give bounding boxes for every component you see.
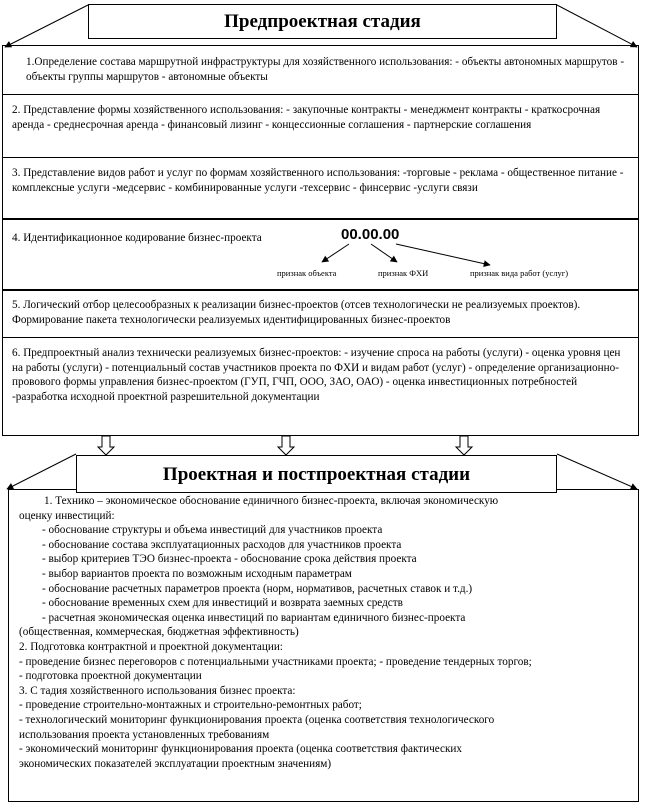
top-right-connector: [557, 5, 637, 47]
code-arrow-object: [322, 244, 349, 262]
down-arrow-right: [456, 436, 472, 455]
pre-step-2: [2, 100, 638, 135]
pre-step-4-text: 4. Идентификационное кодирование бизнес-проекта: [12, 232, 262, 244]
bottom-right-connector: [557, 454, 637, 489]
post-line: оценку инвестиций:: [19, 509, 115, 522]
down-arrow-left: [98, 436, 114, 455]
pre-stage-title: [88, 4, 557, 39]
post-line: 1. Технико – экономическое обоснование единичного бизнес-проекта, включая экономическую: [44, 495, 499, 507]
code-arrow-fhi: [371, 244, 397, 262]
post-line: - подготовка проектной документации: [19, 670, 202, 683]
divider-1: [2, 94, 638, 95]
pre-step-3-text: 3. Представление видов работ и услуг по формам хозяйственного использования: -торговые - реклама - общественное питание - комплексные услуги -медсервис - комбинированные услуги -техсервис - финсервис -услуги связи: [12, 167, 624, 194]
code-arrow-work: [396, 244, 490, 265]
pre-step-5: [2, 295, 638, 330]
code-label-object: признак объекта: [277, 268, 337, 278]
pre-step-5-text: 5. Логический отбор целесообразных к реализации бизнес-проектов (отсев технологически не реализуемых проектов). Формирование пакета технологически реализуемых идентифицированных бизнес-проектов: [12, 299, 581, 326]
bottom-left-connector: [7, 454, 76, 489]
post-stage-title-text: Проектная и постпроектная стадии: [162, 464, 471, 485]
pre-step-6: [2, 343, 638, 407]
post-line: - проведение бизнес переговоров с потенциальными участниками проекта; - проведение тендерных торгов;: [19, 655, 532, 668]
post-line: - обоснование структуры и объема инвестиций для участников проекта: [42, 524, 383, 537]
post-line: (общественная, коммерческая, бюджетная эффективность): [19, 626, 299, 639]
post-line: - проведение строительно-монтажных и строительно-ремонтных работ;: [19, 699, 362, 712]
post-line: - расчетная экономическая оценка инвестиций по вариантам единичного бизнес-проекта: [42, 611, 466, 624]
post-line: экономических показателей эксплуатации проектным значениям): [19, 757, 332, 770]
post-line: 3. С тадия хозяйственного использования бизнес проекта:: [19, 684, 296, 697]
post-line: - выбор вариантов проекта по возможным исходным параметрам: [42, 567, 352, 580]
code-label-fhi: признак ФХИ: [378, 268, 429, 278]
pre-step-2-text: 2. Представление формы хозяйственного использования: - закупочные контракты - менеджмент контракты - краткосрочная аренда - среднесрочная аренда - финансовый лизинг - концессионные соглашения - партнерские соглашения: [12, 104, 601, 131]
post-line: использования проекта установленных требованиям: [19, 728, 270, 741]
pre-stage-title-text: Предпроектная стадия: [224, 11, 421, 32]
pre-step-3: [2, 163, 638, 198]
post-line: - экономический мониторинг функционирования проекта (оценка соответствия фактических: [19, 743, 462, 756]
pre-step-1-text: 1.Определение состава маршрутной инфраструктуры для хозяйственного использования: - объекты автономных маршрутов - объекты группы маршрутов - автономные объекты: [26, 56, 625, 83]
pre-step-4: [2, 228, 322, 249]
divider-3: [2, 218, 638, 220]
post-line: - обоснование расчетных параметров проекта (норм, нормативов, расчетных ставок и т.д.): [42, 582, 473, 595]
post-line: 2. Подготовка контрактной и проектной документации:: [19, 640, 283, 653]
code-label-work: признак вида работ (услуг): [470, 268, 569, 278]
divider-5: [2, 337, 638, 338]
top-left-connector: [5, 5, 88, 47]
post-line: - обоснование временных схем для инвестиций и возврата заемных средств: [42, 597, 403, 610]
post-line: - обоснование состава эксплуатационных расходов для участников проекта: [42, 538, 402, 551]
post-stage-content: [0, 494, 648, 771]
pre-step-6-text: 6. Предпроектный анализ технически реализуемых бизнес-проектов: - изучение спроса на работы (услуги) - оценка уровня цен на работы (услуги) - потенциальный состав участников проекта по ФХИ и видам работ (услуг) - определение организационно-провового формы управления бизнес-проектом (ГУП, ГЧП, ООО, ЗАО, ОАО) - оценка инвестиционных потребностей -разработка исходной проектной разрешительной документации: [12, 347, 621, 403]
post-line: - выбор критериев ТЭО бизнес-проекта - обоснование срока действия проекта: [42, 553, 417, 566]
down-arrow-center: [278, 436, 294, 455]
project-code: 00.00.00: [341, 226, 400, 243]
post-line: - технологический мониторинг функционирования проекта (оценка соответствия технологического: [19, 713, 495, 726]
post-stage-title: [76, 455, 557, 493]
divider-2: [2, 157, 638, 158]
pre-step-1: [2, 52, 638, 87]
divider-4: [2, 289, 638, 291]
